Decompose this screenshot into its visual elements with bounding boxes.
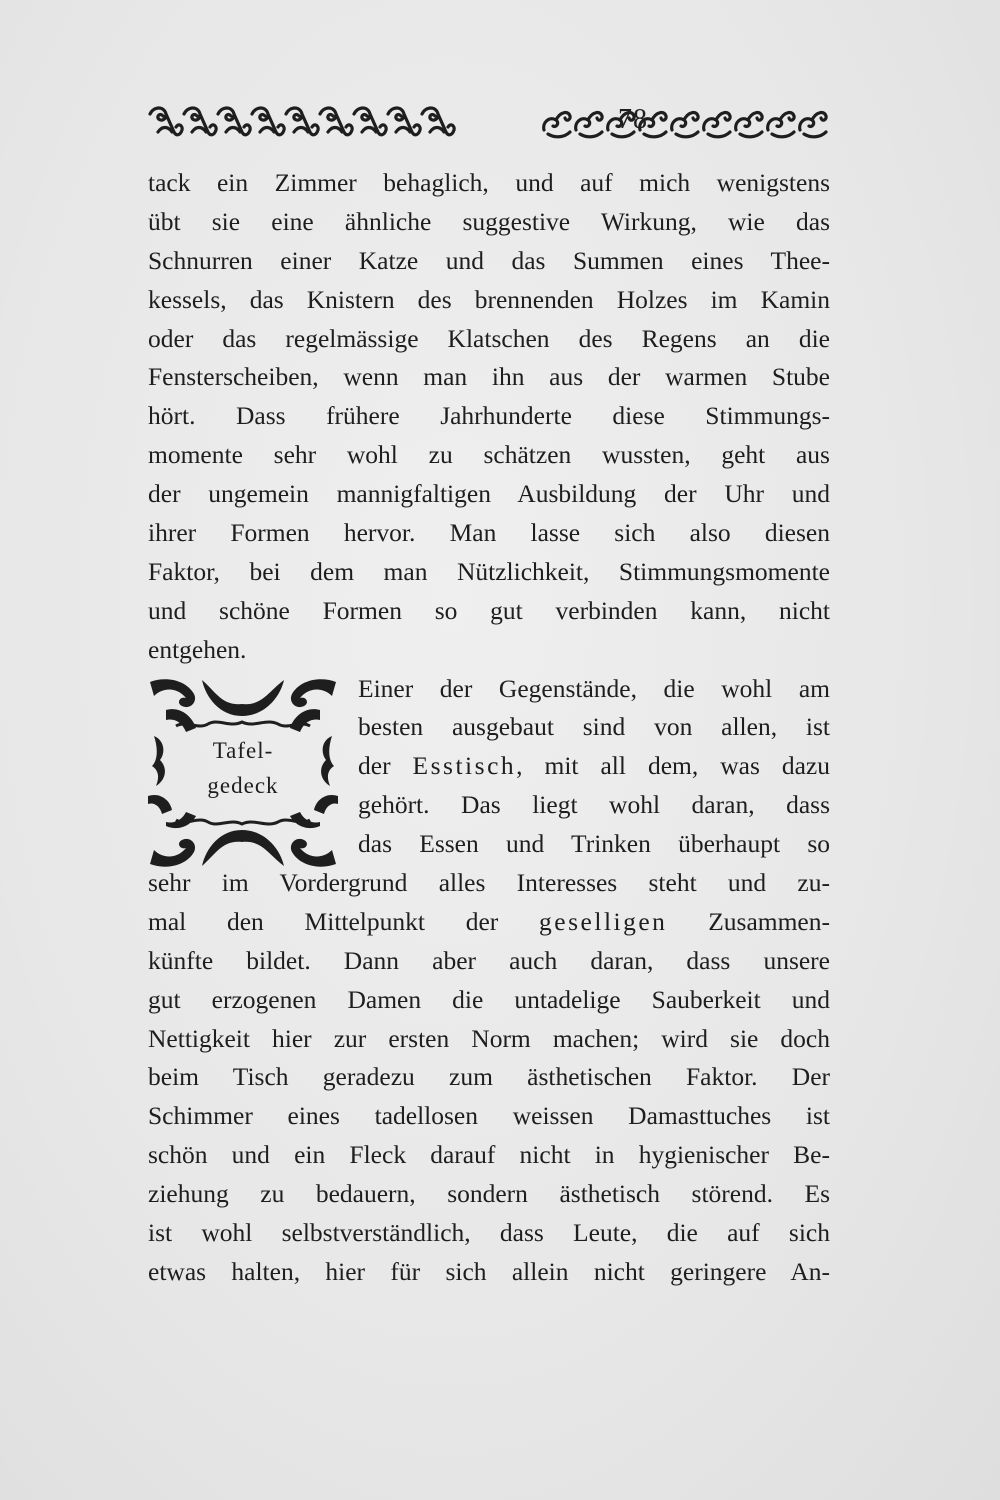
text-span: mal den Mittelpunkt der (148, 906, 540, 936)
text-line: das Essen und Trinken überhaupt so (358, 829, 830, 859)
text-line: besten ausgebaut sind von allen, ist (358, 712, 830, 742)
emphasis-spaced: Esstisch (412, 751, 517, 781)
emphasis-spaced: geselligen (539, 906, 668, 936)
text-line: momente sehr wohl zu schätzen wussten, geht aus (148, 440, 830, 470)
text-line (148, 903, 830, 942)
text-line: der ungemein mannigfaltigen Ausbildung der Uhr und (148, 479, 830, 509)
text-line (358, 747, 830, 786)
text-line: Fensterscheiben, wenn man ihn aus der warmen Stube (148, 362, 830, 392)
text-span: , mit all dem, was dazu (516, 751, 830, 781)
vignette-label-line2: gedeck (207, 773, 279, 798)
text-line: entgehen. (148, 634, 247, 664)
text-line: tack ein Zimmer behaglich, und auf mich wenigstens (148, 168, 830, 197)
text-line: oder das regelmässige Klatschen des Regens an die (148, 323, 830, 353)
text-line: Schimmer eines tadellosen weissen Damasttuches ist (148, 1101, 830, 1131)
text-line: ihrer Formen hervor. Man lasse sich also diesen (148, 518, 830, 548)
text-line: gehört. Das liegt wohl daran, dass (358, 790, 830, 820)
text-line: Schnurren einer Katze und das Summen eines Thee- (148, 245, 830, 275)
text-line: etwas halten, hier für sich allein nicht geringere An- (148, 1256, 830, 1286)
text-span: Zusammen- (667, 906, 830, 936)
ornament-border-icon (148, 104, 460, 140)
text-line: und schöne Formen so gut verbinden kann, nicht (148, 595, 830, 625)
text-line: Einer der Gegenstände, die wohl am (358, 673, 830, 703)
text-span: der (358, 751, 413, 781)
text-line: Faktor, bei dem man Nützlichkeit, Stimmungsmomente (148, 556, 830, 586)
text-line: Nettigkeit hier zur ersten Norm machen; wird sie doch (148, 1023, 830, 1053)
text-line: sehr im Vordergrund alles Interesses steht und zu- (148, 868, 830, 898)
running-header (148, 100, 832, 144)
ornament-border-icon (540, 104, 832, 140)
text-line: künfte bildet. Dann aber auch daran, dass unsere (148, 945, 830, 975)
text-line: kessels, das Knistern des brennenden Holzes im Kamin (148, 284, 830, 314)
text-line: gut erzogenen Damen die untadelige Sauberkeit und (148, 984, 830, 1014)
text-line: schön und ein Fleck darauf nicht in hygienischer Be- (148, 1140, 830, 1170)
text-line: übt sie eine ähnliche suggestive Wirkung, wie das (148, 206, 830, 236)
text-line: ziehung zu bedauern, sondern ästhetisch störend. Es (148, 1179, 830, 1209)
vignette-label-line1: Tafel- (212, 738, 274, 763)
text-line: beim Tisch geradezu zum ästhetischen Faktor. Der (148, 1062, 830, 1092)
text-line: hört. Dass frühere Jahrhunderte diese Stimmungs- (148, 401, 830, 431)
text-line: ist wohl selbstverständlich, dass Leute, die auf sich (148, 1218, 830, 1248)
body-text (148, 164, 830, 1292)
